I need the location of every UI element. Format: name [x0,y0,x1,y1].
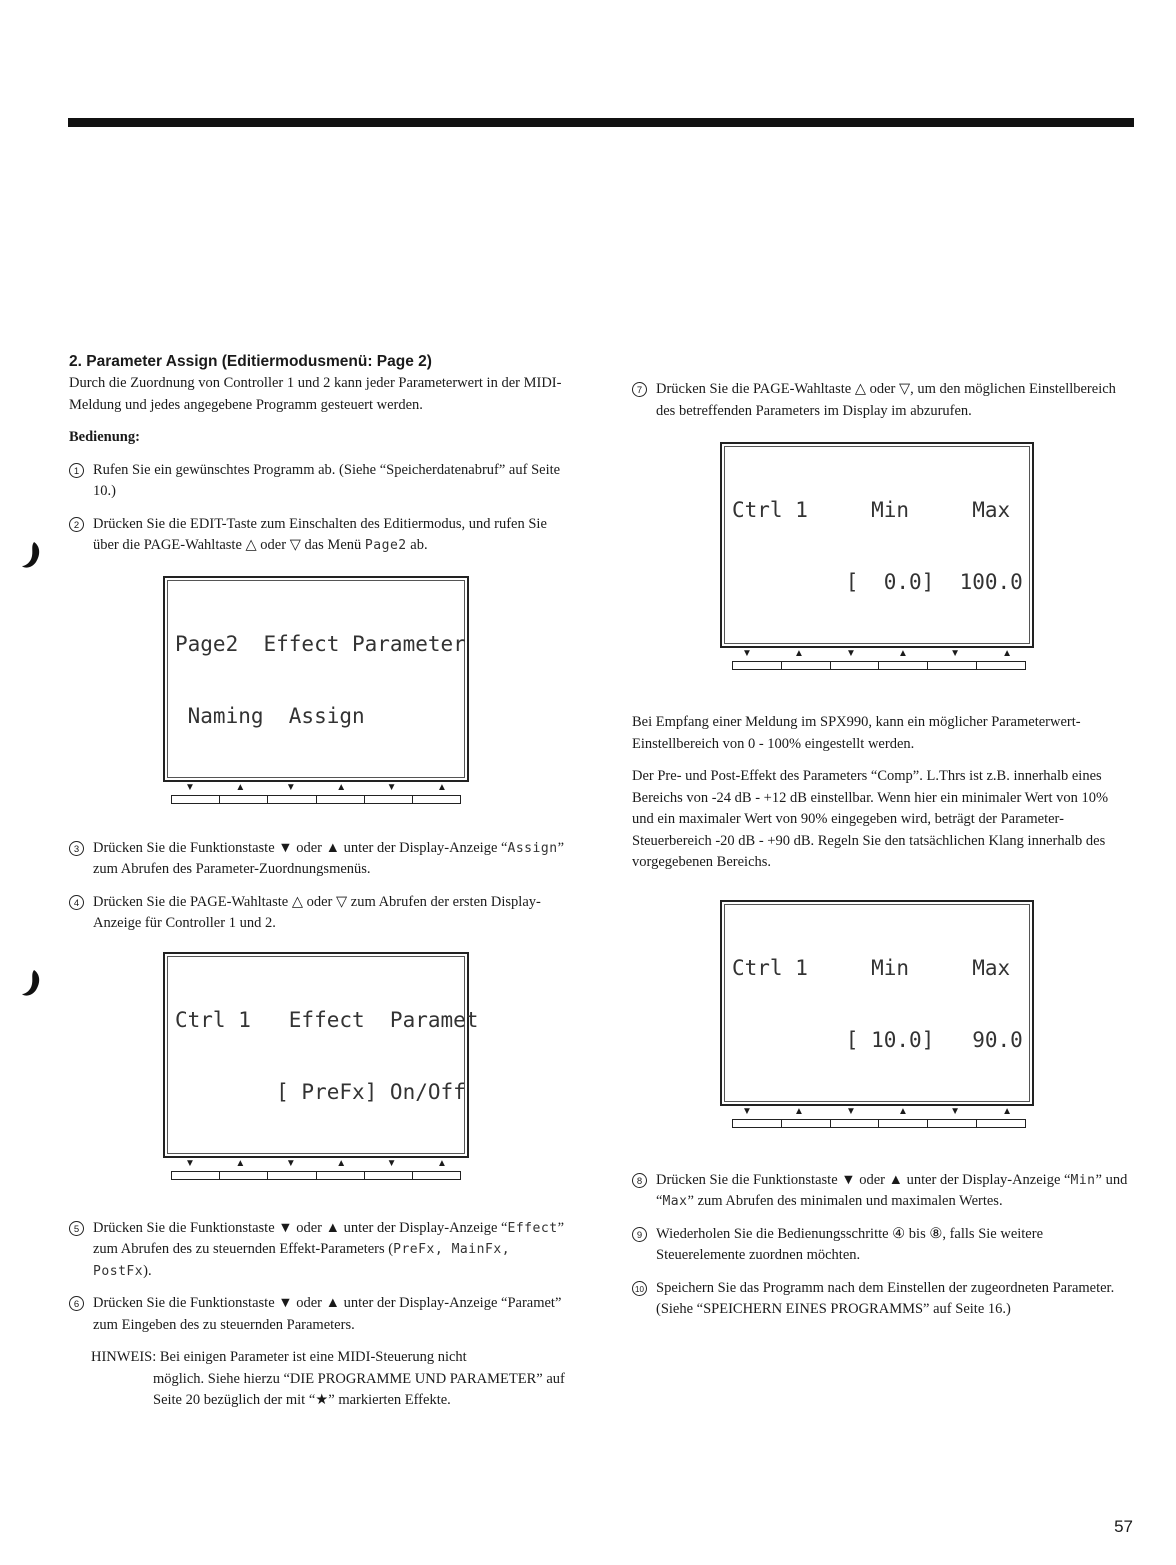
section-title: 2. Parameter Assign (Editiermodusmenü: Page 2) [69,353,432,370]
function-key-arrows [720,649,1034,659]
lcd-display-ctrl-min0 [720,442,1034,670]
step-text: Speichern Sie das Programm nach dem Einstellen der zugeordneten Parameter. (Siehe “SPEICHERN EINES PROGRAMMS” auf Seite 16.) [656,1279,1115,1317]
step-number: 1 [69,463,84,478]
function-key-bar [171,1171,461,1180]
step-5 [69,1218,574,1283]
arrow-down-icon: ▼ [950,648,960,659]
step-number: 5 [69,1221,84,1236]
step-text: ” zum Abrufen des minimalen und maximalen Wertes. [687,1193,1003,1209]
lcd-inline-label: Assign [507,840,558,856]
arrow-up-icon: ▲ [235,1157,246,1169]
body-text: Der Pre- und Post-Effekt des Parameters “Comp”. L.Thrs ist z.B. innerhalb eines Bereichs von -24 dB - +12 dB einstellbar. Wenn hier ein minimaler Wert von 10% und ein maximaler Wert von 90% eingegeben wird, beträgt der Parameter-Steuerbereich -20 dB - +90 dB. Regeln Sie den tatsächlichen Klang innerhalb des vorgegebenen Bereichs. [632,768,1109,870]
left-column [69,352,574,1412]
arrow-up-icon: ▲ [1002,648,1012,659]
arrow-up-icon: ▲ [235,781,246,793]
step-text: ” und “ [656,1171,1128,1209]
step-7 [632,379,1132,422]
step-text: ). [143,1262,152,1279]
step-8 [632,1170,1132,1213]
function-key-arrows [720,1107,1034,1117]
lcd-screen [163,952,479,1158]
lcd-line-1: Page2 Effect Parameter [175,631,466,656]
paragraph-range [632,712,1132,755]
step-text: Wiederholen Sie die Bedienungsschritte ④ bis ⑧, falls Sie weitere Steuerelemente zuordnen möchten. [656,1225,1044,1263]
margin-ink-mark-icon [20,540,42,570]
function-key-arrows [163,783,469,793]
arrow-down-icon: ▼ [742,648,752,659]
arrow-down-icon: ▼ [285,781,296,793]
step-text: ” zum Abrufen des Parameter-Zuordnungsmenüs. [93,839,565,877]
arrow-up-icon: ▲ [437,1157,447,1169]
arrow-up-icon: ▲ [794,648,804,659]
step-1 [69,460,574,503]
arrow-down-icon: ▼ [185,1157,195,1169]
function-key-bar [732,1119,1026,1128]
arrow-up-icon: ▲ [336,1157,347,1169]
step-number: 2 [69,517,84,532]
arrow-down-icon: ▼ [846,1105,856,1117]
step-number: 4 [69,895,84,910]
step-3 [69,838,574,881]
step-text: Drücken Sie die Funktionstaste ▼ oder ▲ unter der Display-Anzeige “ [93,1219,508,1236]
arrow-up-icon: ▲ [437,781,447,793]
lcd-line-2: [ 0.0] 100.0 [732,570,1023,594]
step-text: Drücken Sie die PAGE-Wahltaste △ oder ▽ zum Abrufen der ersten Display-Anzeige für Controller 1 und 2. [93,893,541,931]
step-number: 3 [69,841,84,856]
note-text: Bei einigen Parameter ist eine MIDI-Steuerung nicht [159,1349,467,1365]
arrow-down-icon: ▼ [950,1105,960,1117]
page-number: 57 [1114,1517,1133,1536]
right-column [632,379,1132,1321]
step-number: 8 [632,1173,647,1188]
lcd-display-ctrl-effect [163,952,479,1180]
arrow-up-icon: ▲ [336,781,347,793]
step-text: Drücken Sie die EDIT-Taste zum Einschalten des Editiermodus, und rufen Sie über die PAGE-Wahltaste △ oder ▽ das Menü [93,515,547,553]
step-2 [69,514,574,557]
arrow-down-icon: ▼ [386,781,397,793]
lcd-line-2: [ 10.0] 90.0 [732,1027,1023,1052]
lcd-inline-label: PreFx, MainFx, PostFx [93,1242,511,1279]
step-9 [632,1224,1132,1267]
arrow-down-icon: ▼ [742,1105,752,1117]
lcd-display-page2 [163,576,469,804]
lcd-inline-label: Max [662,1194,688,1209]
arrow-down-icon: ▼ [285,1157,296,1169]
lcd-line-2: [ PreFx] On/Off [175,1079,466,1104]
lcd-inline-label: Effect [507,1220,558,1236]
lcd-line-1: Ctrl 1 Effect Paramet [175,1007,479,1032]
body-text: Bei Empfang einer Meldung im SPX990, kann ein möglicher Parameterwert-Einstellbereich von 0 - 100% eingestellt werden. [632,714,1081,752]
arrow-down-icon: ▼ [846,648,856,659]
lcd-line-1: Ctrl 1 Min Max [732,955,1011,980]
step-text: Drücken Sie die Funktionstaste ▼ oder ▲ unter der Display-Anzeige “Paramet” zum Eingeben des zu steuernden Parameters. [93,1295,562,1333]
lcd-screen [720,442,1034,648]
lcd-inline-label: Min [1070,1172,1096,1188]
function-key-arrows [163,1159,469,1169]
lcd-display-ctrl-min10 [720,900,1034,1128]
step-10 [632,1278,1132,1321]
step-text: Drücken Sie die Funktionstaste ▼ oder ▲ unter der Display-Anzeige “ [656,1171,1071,1188]
lcd-screen [720,900,1034,1106]
function-key-bar [171,795,461,804]
step-4 [69,892,574,935]
lcd-inline-label: Page2 [364,538,407,553]
function-key-bar [732,661,1026,670]
intro-paragraph: Durch die Zuordnung von Controller 1 und 2 kann jeder Parameterwert in der MIDI-Meldung und jedes angegebene Programm gesteuert werden. [69,375,562,413]
note [69,1347,574,1412]
arrow-up-icon: ▲ [898,1105,908,1117]
step-number: 7 [632,382,647,397]
step-6 [69,1293,574,1336]
lcd-line-1: Ctrl 1 Min Max [732,498,1011,522]
step-number: 9 [632,1227,647,1242]
margin-ink-mark-icon [20,968,42,998]
step-text: ” zum Abrufen des zu steuernden Effekt-Parameters ( [93,1219,565,1257]
arrow-down-icon: ▼ [386,1157,397,1169]
note-text-continued: möglich. Siehe hierzu “DIE PROGRAMME UND PARAMETER” auf Seite 20 bezüglich der mit “★” markierten Effekte. [153,1370,565,1408]
arrow-down-icon: ▼ [185,781,195,793]
step-text: Drücken Sie die Funktionstaste ▼ oder ▲ unter der Display-Anzeige “ [93,839,508,856]
note-label: HINWEIS: [91,1349,157,1365]
step-text: Drücken Sie die PAGE-Wahltaste △ oder ▽, um den möglichen Einstellbereich des betreffenden Parameters im Display im abzurufen. [656,381,1116,419]
arrow-up-icon: ▲ [794,1105,804,1117]
step-number: 10 [632,1281,647,1296]
step-number: 6 [69,1296,84,1311]
step-text: Rufen Sie ein gewünschtes Programm ab. (Siehe “Speicherdatenabruf” auf Seite 10.) [93,461,561,499]
arrow-up-icon: ▲ [1002,1105,1012,1117]
lcd-line-2: Naming Assign [175,703,365,728]
procedure-label: Bedienung: [69,429,140,445]
lcd-screen [163,576,469,782]
top-rule [68,118,1134,127]
step-text: ab. [406,537,428,553]
paragraph-example [632,766,1132,874]
arrow-up-icon: ▲ [898,648,908,659]
